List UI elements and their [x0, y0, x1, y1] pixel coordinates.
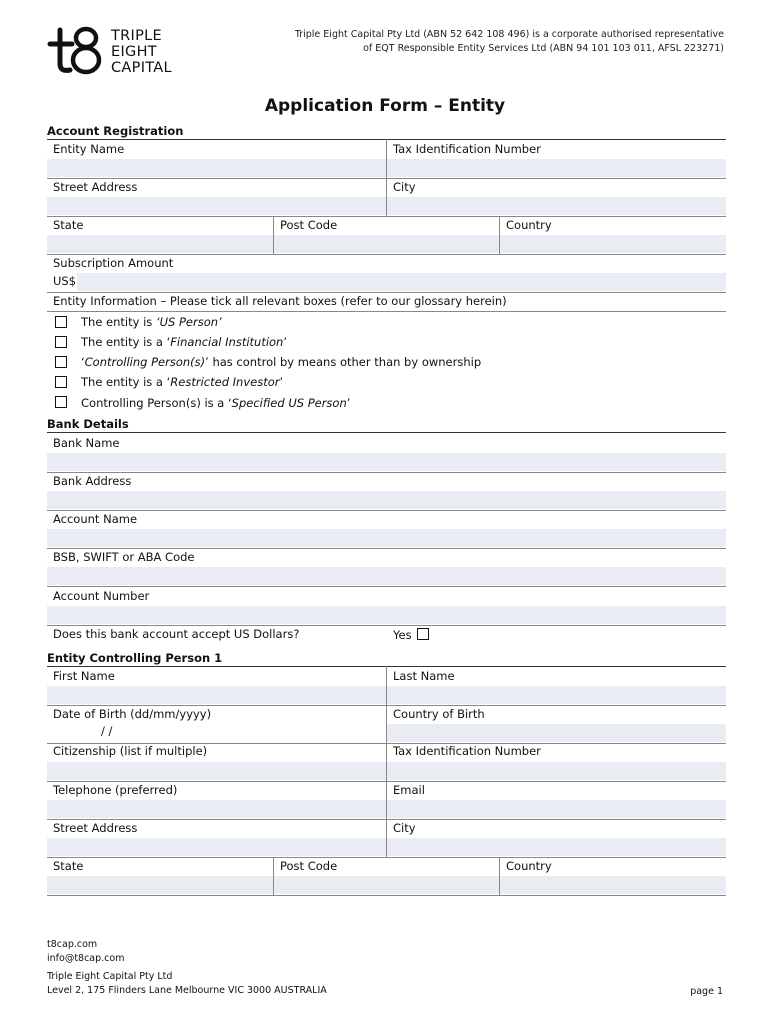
footer-company: Triple Eight Capital Pty Ltd — [47, 971, 173, 982]
divider — [47, 857, 726, 858]
divider — [47, 472, 726, 473]
page-number: page 1 — [690, 986, 723, 997]
entity-information-label: Entity Information – Please tick all relevant boxes (refer to our glossary herein) — [53, 294, 507, 308]
post-code-input[interactable] — [274, 235, 499, 253]
controlling-person-checkbox[interactable] — [55, 356, 67, 368]
page-title: Application Form – Entity — [264, 96, 506, 116]
option-restricted-investor: The entity is a ‘Restricted Investor’ — [81, 375, 284, 389]
street-address-label: Street Address — [53, 180, 138, 194]
country-label: Country — [506, 218, 552, 232]
usd-yes-checkbox[interactable] — [417, 628, 429, 640]
street-address-input[interactable] — [47, 197, 386, 215]
account-name-label: Account Name — [53, 512, 138, 526]
financial-institution-checkbox[interactable] — [55, 336, 67, 348]
telephone-label: Telephone (preferred) — [53, 783, 178, 797]
post-code-label: Post Code — [280, 218, 338, 232]
telephone-input[interactable] — [47, 800, 386, 818]
divider — [386, 666, 387, 857]
cp-country-input[interactable] — [500, 876, 726, 894]
citizenship-label: Citizenship (list if multiple) — [53, 744, 208, 758]
country-input[interactable] — [500, 235, 726, 253]
divider — [499, 857, 500, 895]
email-label: Email — [393, 783, 425, 797]
restricted-investor-checkbox[interactable] — [55, 376, 67, 388]
footer-website: t8cap.com — [47, 939, 98, 950]
divider — [47, 895, 726, 896]
t8-logo-icon — [46, 24, 104, 76]
option-us-person: The entity is ‘US Person’ — [81, 315, 222, 329]
cp-country-label: Country — [506, 859, 552, 873]
divider — [273, 216, 274, 254]
cp-post-code-input[interactable] — [274, 876, 499, 894]
entity-name-input[interactable] — [47, 159, 386, 177]
bank-address-input[interactable] — [47, 491, 726, 509]
account-name-input[interactable] — [47, 529, 726, 547]
divider — [47, 548, 726, 549]
first-name-label: First Name — [53, 669, 115, 683]
first-name-input[interactable] — [47, 686, 386, 704]
bsb-input[interactable] — [47, 567, 726, 585]
divider — [47, 625, 726, 626]
section-heading-bank-details: Bank Details — [47, 417, 129, 431]
subscription-amount-input[interactable] — [77, 273, 726, 291]
option-financial-institution: The entity is a ‘Financial Institution’ — [81, 335, 288, 349]
last-name-label: Last Name — [393, 669, 455, 683]
email-input[interactable] — [387, 800, 726, 818]
disclaimer: Triple Eight Capital Pty Ltd (ABN 52 642 108 496) is a corporate authorised representative of EQT Responsible Entity Services Ltd (ABN 94 101 103 011, AFSL 223271) — [294, 29, 724, 54]
us-person-checkbox[interactable] — [55, 316, 67, 328]
cp-tax-id-input[interactable] — [387, 762, 726, 780]
divider — [47, 432, 726, 433]
account-number-label: Account Number — [53, 589, 150, 603]
bank-address-label: Bank Address — [53, 474, 132, 488]
tax-id-label: Tax Identification Number — [393, 142, 541, 156]
divider — [47, 178, 726, 179]
cp-state-label: State — [53, 859, 84, 873]
cp-post-code-label: Post Code — [280, 859, 338, 873]
specified-us-person-checkbox[interactable] — [55, 396, 67, 408]
account-number-input[interactable] — [47, 606, 726, 624]
divider — [47, 311, 726, 312]
country-of-birth-label: Country of Birth — [393, 707, 485, 721]
yes-label: Yes — [393, 628, 412, 642]
bank-name-label: Bank Name — [53, 436, 120, 450]
section-heading-controlling-person: Entity Controlling Person 1 — [47, 651, 223, 665]
company-logo — [46, 24, 196, 80]
entity-name-label: Entity Name — [53, 142, 125, 156]
city-label: City — [393, 180, 416, 194]
option-specified-us-person: Controlling Person(s) is a ‘Specified US Person’ — [81, 396, 351, 410]
city-input[interactable] — [387, 197, 726, 215]
footer-email: info@t8cap.com — [47, 953, 125, 964]
divider — [47, 292, 726, 293]
cp-street-address-label: Street Address — [53, 821, 138, 835]
cp-state-input[interactable] — [47, 876, 273, 894]
last-name-input[interactable] — [387, 686, 726, 704]
citizenship-input[interactable] — [47, 762, 386, 780]
footer-address: Level 2, 175 Flinders Lane Melbourne VIC 3000 AUSTRALIA — [47, 985, 327, 996]
divider — [273, 857, 274, 895]
tax-id-input[interactable] — [387, 159, 726, 177]
section-heading-account-registration: Account Registration — [47, 124, 184, 138]
logo-wordmark: TRIPLE EIGHT CAPITAL — [111, 28, 172, 76]
cp-city-input[interactable] — [387, 838, 726, 856]
cp-tax-id-label: Tax Identification Number — [393, 744, 541, 758]
option-controlling-person: ‘Controlling Person(s)’ has control by means other than by ownership — [81, 355, 482, 369]
state-input[interactable] — [47, 235, 273, 253]
bank-name-input[interactable] — [47, 453, 726, 471]
cp-street-address-input[interactable] — [47, 838, 386, 856]
subscription-amount-label: Subscription Amount — [53, 256, 174, 270]
dob-label: Date of Birth (dd/mm/yyyy) — [53, 707, 212, 721]
bsb-label: BSB, SWIFT or ABA Code — [53, 550, 195, 564]
cp-city-label: City — [393, 821, 416, 835]
usd-question-label: Does this bank account accept US Dollars? — [53, 627, 300, 641]
divider — [499, 216, 500, 254]
divider — [47, 254, 726, 255]
currency-label: US$ — [53, 274, 77, 288]
dob-separators: / / — [101, 724, 113, 738]
state-label: State — [53, 218, 84, 232]
divider — [47, 510, 726, 511]
country-of-birth-input[interactable] — [387, 724, 726, 742]
divider — [47, 586, 726, 587]
divider — [47, 216, 726, 217]
